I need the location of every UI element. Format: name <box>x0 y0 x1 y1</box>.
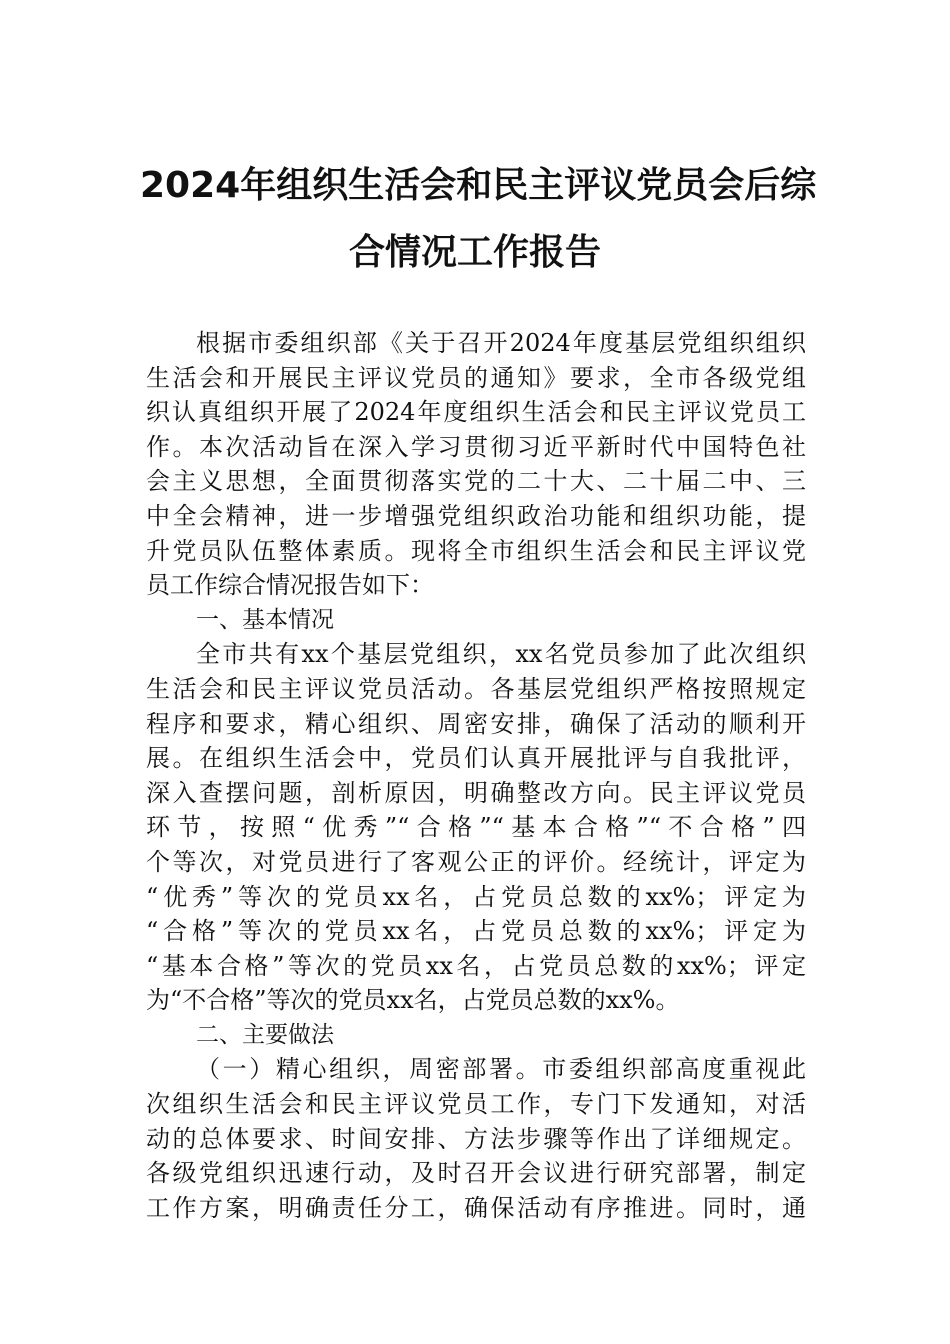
paragraph-line: 环节，按照“优秀”“合格”“基本合格”“不合格”四 <box>146 813 806 842</box>
paragraph-line: 次组织生活会和民主评议党员工作，专门下发通知，对活 <box>146 1090 806 1119</box>
paragraph-line: 展。在组织生活会中，党员们认真开展批评与自我批评， <box>146 744 806 773</box>
paragraph-line: 工作方案，明确责任分工，确保活动有序推进。同时，通 <box>146 1193 806 1222</box>
paragraph-line: 作。本次活动旨在深入学习贯彻习近平新时代中国特色社 <box>146 432 806 461</box>
document-body <box>146 326 806 1225</box>
paragraph-line: “优秀”等次的党员xx名，占党员总数的xx%；评定为 <box>146 882 806 911</box>
paragraph-line: 生活会和开展民主评议党员的通知》要求，全市各级党组 <box>146 363 806 392</box>
paragraph-line: 会主义思想，全面贯彻落实党的二十大、二十届二中、三 <box>146 467 806 496</box>
paragraph-line: 为“不合格”等次的党员xx名，占党员总数的xx%。 <box>146 986 680 1015</box>
paragraph-line: 动的总体要求、时间安排、方法步骤等作出了详细规定。 <box>146 1124 806 1153</box>
paragraph-line: 员工作综合情况报告如下： <box>146 571 434 600</box>
paragraph-line: 个等次，对党员进行了客观公正的评价。经统计，评定为 <box>146 847 806 876</box>
paragraph-line: 程序和要求，精心组织、周密安排，确保了活动的顺利开 <box>146 709 806 738</box>
paragraph-line: 根据市委组织部《关于召开2024年度基层党组织组织 <box>196 329 806 357</box>
section-heading: 一、基本情况 <box>196 606 334 633</box>
paragraph-line: 织认真组织开展了2024年度组织生活会和民主评议党员工 <box>146 398 806 427</box>
paragraph-line: “合格”等次的党员xx名，占党员总数的xx%；评定为 <box>146 917 806 946</box>
paragraph-line: 中全会精神，进一步增强党组织政治功能和组织功能，提 <box>146 501 806 530</box>
paragraph-line: “基本合格”等次的党员xx名，占党员总数的xx%；评定 <box>146 951 806 980</box>
paragraph-line: 升党员队伍整体素质。现将全市组织生活会和民主评议党 <box>146 536 806 565</box>
paragraph-line: 生活会和民主评议党员活动。各基层党组织严格按照规定 <box>146 674 806 703</box>
document-title-line-1: 2024年组织生活会和民主评议党员会后综 <box>140 165 817 206</box>
paragraph-line: 深入查摆问题，剖析原因，明确整改方向。民主评议党员 <box>146 778 806 807</box>
paragraph-line: 全市共有xx个基层党组织，xx名党员参加了此次组织 <box>196 640 806 669</box>
document-title-line-2: 合情况工作报告 <box>348 232 601 273</box>
section-heading: 二、主要做法 <box>196 1021 334 1048</box>
paragraph-line: （一）精心组织，周密部署。市委组织部高度重视此 <box>196 1055 806 1084</box>
paragraph-line: 各级党组织迅速行动，及时召开会议进行研究部署，制定 <box>146 1159 806 1188</box>
